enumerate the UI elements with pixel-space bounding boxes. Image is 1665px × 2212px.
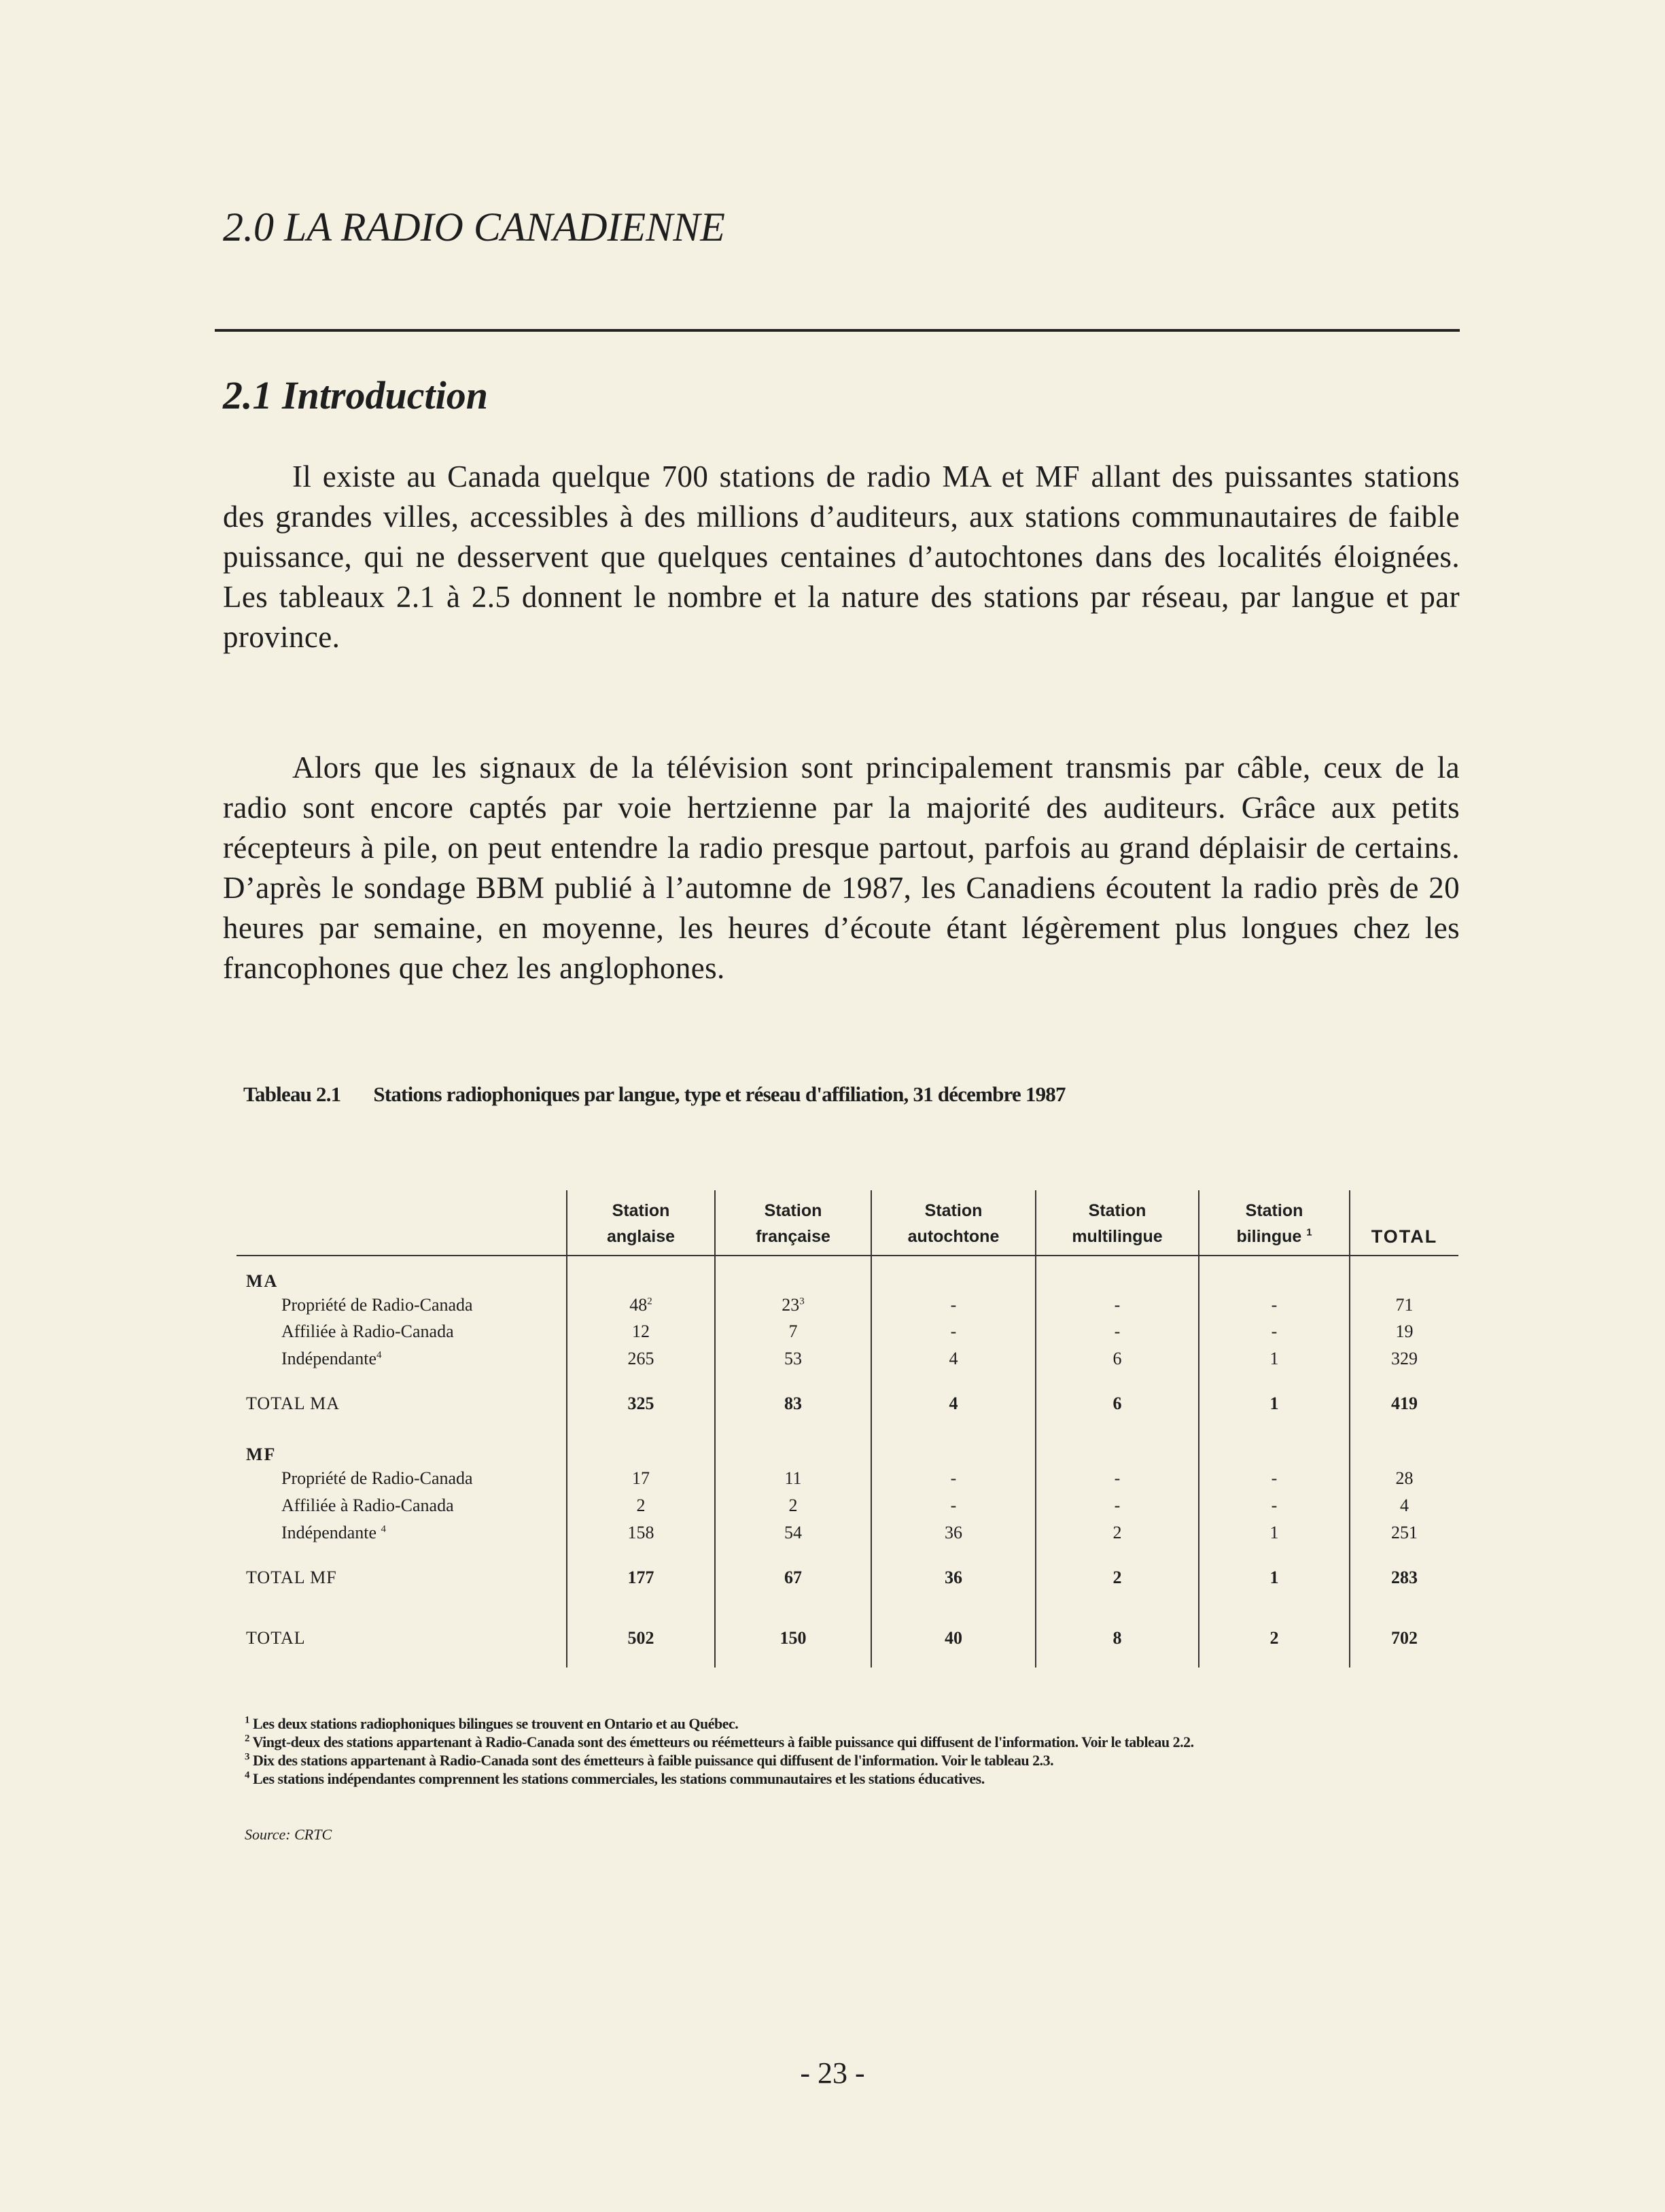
col-header-bilingue: Station bilingue $^1$ — [1199, 1190, 1350, 1256]
table-cell: 251 — [1350, 1519, 1458, 1546]
table-cell: 265 — [567, 1345, 715, 1372]
table-cell: 1 — [1199, 1519, 1350, 1546]
table-cell: 329 — [1350, 1345, 1458, 1372]
table-cell: 40 — [871, 1609, 1036, 1667]
table-cell: 1 — [1199, 1546, 1350, 1609]
table-cell: - — [1199, 1492, 1350, 1519]
table-cell: 12 — [567, 1319, 715, 1346]
table-cell: 19 — [1350, 1319, 1458, 1346]
table-cell: 2 — [1199, 1609, 1350, 1667]
table-cell: 2 — [1036, 1519, 1199, 1546]
footnote-2: $^2$ Vingt-deux des stations appartenant à Radio-Canada sont des émetteurs ou réémetteurs à faible puissance qui diffusent de l'information. Voir le tableau 2.2. — [245, 1733, 1194, 1750]
table-cell: 2 — [715, 1492, 871, 1519]
row-label: TOTAL MF — [246, 1567, 337, 1587]
table-cell: 28 — [1350, 1465, 1458, 1492]
col-header-multilingue: Station multilingue — [1036, 1190, 1199, 1256]
col-header-anglaise: Station anglaise — [567, 1190, 715, 1256]
table-cell: - — [871, 1492, 1036, 1519]
table-row — [236, 1292, 1458, 1319]
col-header-autochtone: Station autochtone — [871, 1190, 1036, 1256]
table-cell: 283 — [1350, 1546, 1458, 1609]
table-cell: 67 — [715, 1546, 871, 1609]
table-row — [236, 1345, 1458, 1372]
table-cell: - — [1199, 1465, 1350, 1492]
footnote-3: $^3$ Dix des stations appartenant à Radio-Canada sont des émetteurs à faible puissance qui diffusent de l'information. Voir le tableau 2.3. — [245, 1751, 1054, 1769]
source-note: Source: CRTC — [245, 1826, 332, 1843]
table-cell: 150 — [715, 1609, 871, 1667]
total-row-mf — [236, 1546, 1458, 1609]
total-row-ma — [236, 1372, 1458, 1436]
table-cell: - — [1199, 1292, 1350, 1319]
table-row — [236, 1319, 1458, 1346]
table-cell: - — [871, 1319, 1036, 1346]
table-cell: 11 — [715, 1465, 871, 1492]
table-cell: - — [1036, 1492, 1199, 1519]
table-cell: 36 — [871, 1546, 1036, 1609]
table-title: Stations radiophoniques par langue, type et réseau d'affiliation, 31 décembre 1987 — [373, 1082, 1066, 1106]
row-label: Indépendante$^4$ — [281, 1349, 382, 1369]
table-row — [236, 1519, 1458, 1546]
table-cell: $48^2$ — [567, 1292, 715, 1319]
group-label-mf: MF — [246, 1445, 277, 1465]
table-cell: 36 — [871, 1519, 1036, 1546]
table-cell: 7 — [715, 1319, 871, 1346]
table-cell: 702 — [1350, 1609, 1458, 1667]
table-cell: $23^3$ — [715, 1292, 871, 1319]
col-header-total: TOTAL — [1350, 1190, 1458, 1256]
table-cell: 6 — [1036, 1372, 1199, 1436]
section-divider — [215, 329, 1460, 332]
grand-total-row — [236, 1609, 1458, 1667]
table-cell: 8 — [1036, 1609, 1199, 1667]
stations-table — [236, 1190, 1458, 1667]
table-cell: 53 — [715, 1345, 871, 1372]
table-cell: 4 — [1350, 1492, 1458, 1519]
table-cell: 1 — [1199, 1372, 1350, 1436]
table-cell: 17 — [567, 1465, 715, 1492]
table-cell: 6 — [1036, 1345, 1199, 1372]
col-header-francaise: Station française — [715, 1190, 871, 1256]
table-cell: 4 — [871, 1345, 1036, 1372]
table-cell: - — [1199, 1319, 1350, 1346]
group-label-ma: MA — [246, 1271, 279, 1291]
table-cell: - — [1036, 1319, 1199, 1346]
section-title: 2.1 Introduction — [223, 373, 488, 417]
group-row-ma — [236, 1256, 1458, 1292]
chapter-title: 2.0 LA RADIO CANADIENNE — [223, 205, 725, 249]
row-label: Propriété de Radio-Canada — [281, 1468, 473, 1489]
row-label: Affiliée à Radio-Canada — [281, 1321, 454, 1342]
table-cell: - — [1036, 1465, 1199, 1492]
row-label: TOTAL MA — [246, 1394, 340, 1414]
table-number: Tableau 2.1 — [243, 1082, 341, 1106]
table-cell: 1 — [1199, 1345, 1350, 1372]
page-number: - 23 - — [800, 2056, 865, 2090]
footnote-4: $^4$ Les stations indépendantes comprennent les stations commerciales, les stations communautaires et les stations éducatives. — [245, 1769, 985, 1787]
table-cell: - — [1036, 1292, 1199, 1319]
table-cell: 158 — [567, 1519, 715, 1546]
row-label: Affiliée à Radio-Canada — [281, 1495, 454, 1515]
footnote-1: $^1$ Les deux stations radiophoniques bilingues se trouvent en Ontario et au Québec. — [245, 1714, 739, 1732]
table-cell: - — [871, 1465, 1036, 1492]
group-row-mf — [236, 1435, 1458, 1465]
table-cell: 54 — [715, 1519, 871, 1546]
header-blank — [236, 1190, 567, 1256]
table-cell: - — [871, 1292, 1036, 1319]
table-caption — [243, 1082, 1066, 1107]
table-cell: 2 — [567, 1492, 715, 1519]
table-cell: 502 — [567, 1609, 715, 1667]
table-cell: 71 — [1350, 1292, 1458, 1319]
row-label: TOTAL — [246, 1627, 306, 1648]
table-row — [236, 1492, 1458, 1519]
footnotes — [245, 1714, 1194, 1788]
table-cell: 177 — [567, 1546, 715, 1609]
table-cell: 4 — [871, 1372, 1036, 1436]
table-header-row — [236, 1190, 1458, 1256]
paragraph-1: Il existe au Canada quelque 700 stations de radio MA et MF allant des puissantes stations des grandes villes, accessibles à des millions d’auditeurs, aux stations communautaires de faible puissance, qui ne desservent que quelques centaines d’autochtones dans des localités éloignées. Les tableaux 2.1 à 2.5 donnent le nombre et la nature des stations par réseau, par langue et par province. — [223, 460, 1460, 654]
paragraph-2: Alors que les signaux de la télévision sont principalement transmis par câble, ceux de la radio sont encore captés par voie hertzienne par la majorité des auditeurs. Grâce aux petits récepteurs à pile, on peut entendre la radio presque partout, parfois au grand déplaisir de certains. D’après le sondage BBM publié à l’automne de 1987, les Canadiens écoutent la radio près de 20 heures par semaine, en moyenne, les heures d’écoute étant légèrement plus longues chez les francophones que chez les anglophones. — [223, 750, 1460, 985]
row-label: Propriété de Radio-Canada — [281, 1294, 473, 1315]
row-label: Indépendante $^4$ — [281, 1522, 387, 1542]
table-cell: 2 — [1036, 1546, 1199, 1609]
table-cell: 419 — [1350, 1372, 1458, 1436]
table-row — [236, 1465, 1458, 1492]
table-cell: 325 — [567, 1372, 715, 1436]
table-cell: 83 — [715, 1372, 871, 1436]
